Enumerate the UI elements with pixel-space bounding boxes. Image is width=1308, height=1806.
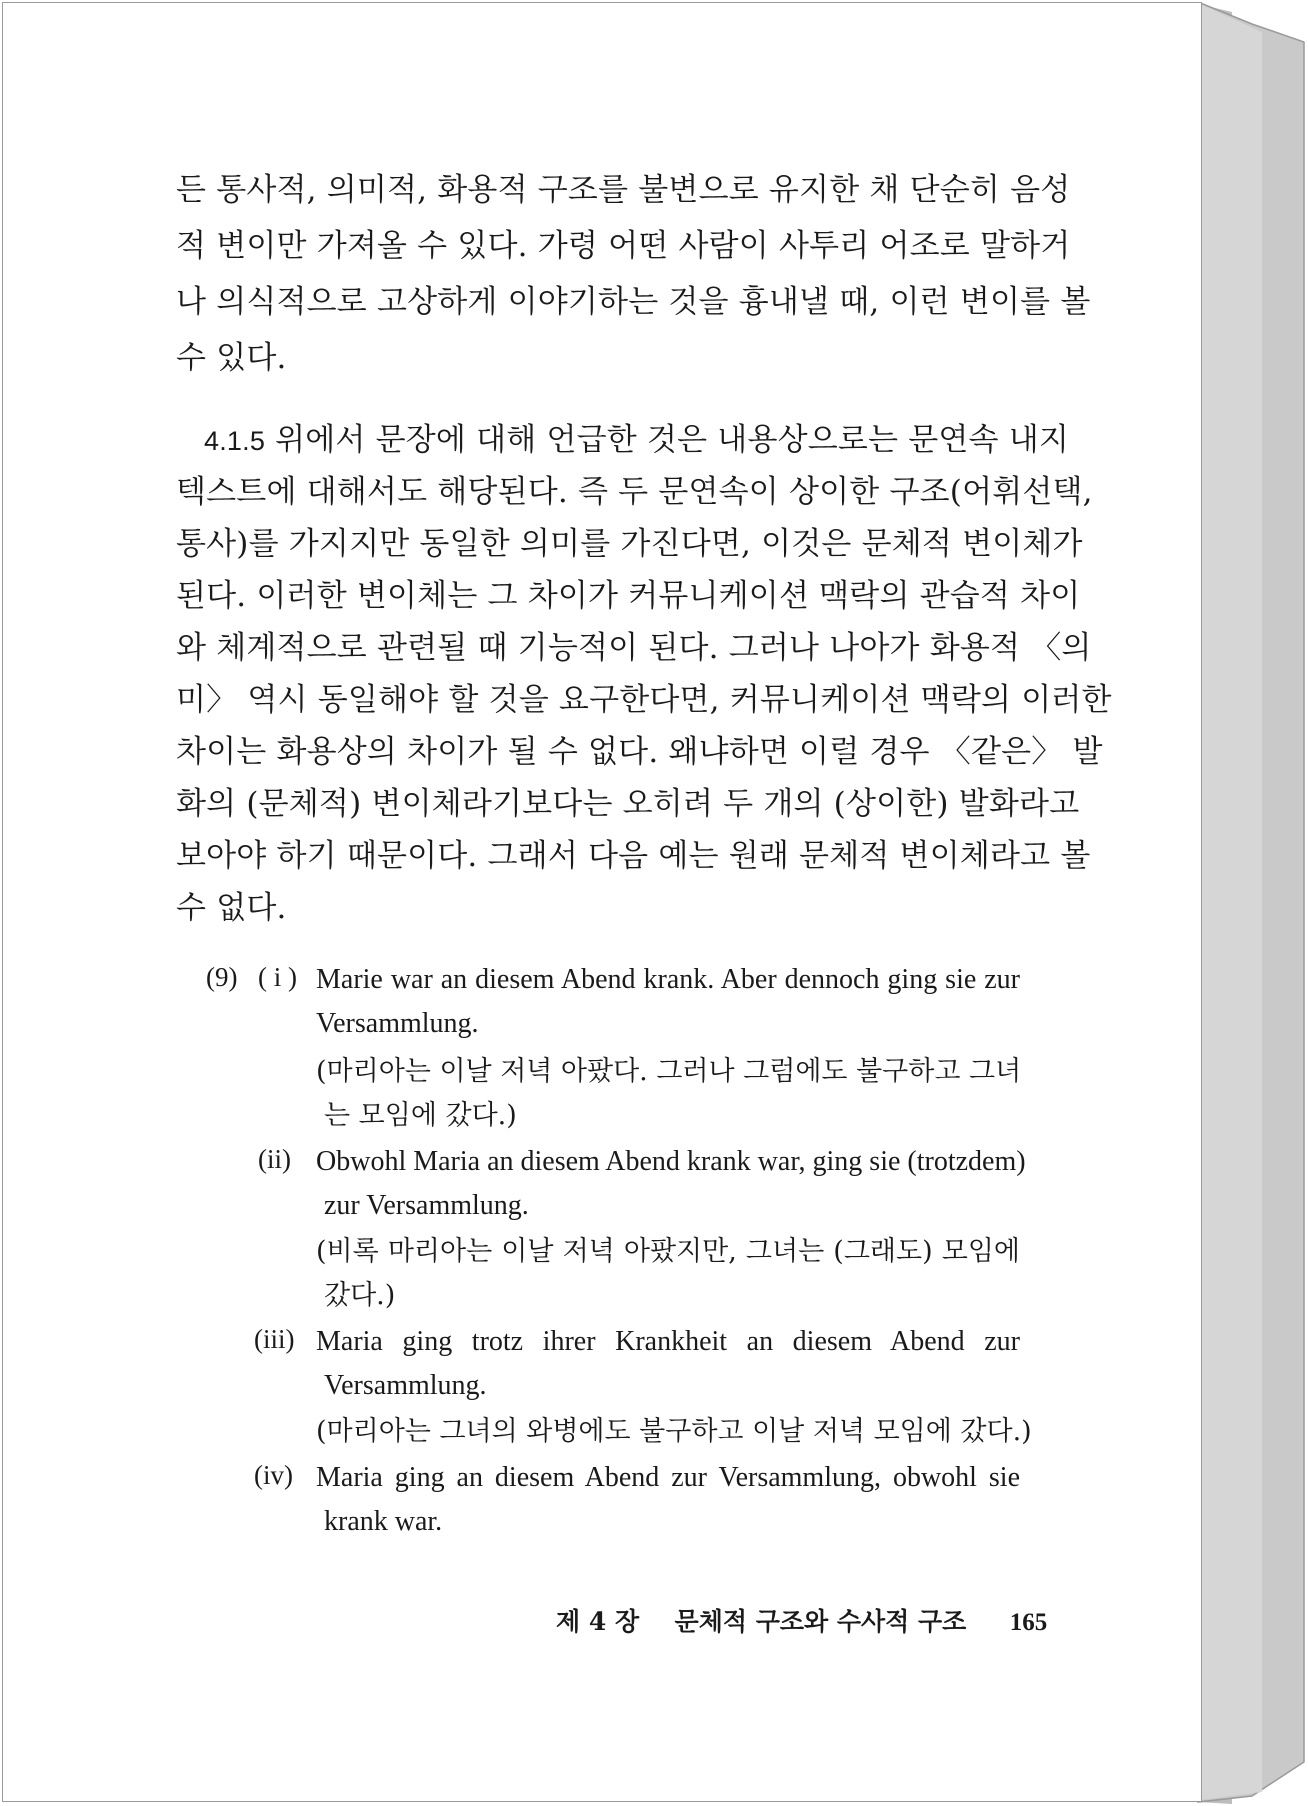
example-number: (9) [206,962,238,992]
paragraph-line: 수 없다. [176,890,287,926]
paragraph-line: 통사)를 가지지만 동일한 의미를 가진다면, 이것은 문체적 변이체가 [176,526,1083,562]
example-label: (iv) [254,1460,293,1490]
example-german-line: Maria ging trotz ihrer Krankheit an diesem Abend zur [316,1326,1020,1357]
paragraph-line: 텍스트에 대해서도 해당된다. 즉 두 문연속이 상이한 구조(어휘선택, [176,474,1093,510]
section-number: 4.1.5 [204,426,266,456]
example-german-line: Maria ging an diesem Abend zur Versammlung, obwohl sie [316,1462,1020,1493]
example-german-line: Marie war an diesem Abend krank. Aber dennoch ging sie zur [316,964,1020,995]
paragraph-line: 된다. 이러한 변이체는 그 차이가 커뮤니케이션 맥락의 관습적 차이 [176,578,1081,614]
example-german-line: Versammlung. [324,1370,487,1401]
example-korean-line: (마리아는 이날 저녁 아팠다. 그러나 그럼에도 불구하고 그녀 [316,1056,1022,1087]
paragraph-line: 차이는 화용상의 차이가 될 수 없다. 왜냐하면 이럴 경우 〈같은〉 발 [176,734,1103,770]
paragraph-line: 보아야 하기 때문이다. 그래서 다음 예는 원래 문체적 변이체라고 볼 [176,838,1091,874]
paragraph-line: 적 변이만 가져올 수 있다. 가령 어떤 사람이 사투리 어조로 말하거 [176,228,1071,264]
example-label: ( i ) [258,962,297,992]
paragraph-line: 와 체계적으로 관련될 때 기능적이 된다. 그러나 나아가 화용적 〈의 [176,630,1092,666]
example-german-line: Obwohl Maria an diesem Abend krank war, ging sie (trotzdem) [316,1146,1026,1177]
paragraph-line: 나 의식적으로 고상하게 이야기하는 것을 흉내낼 때, 이런 변이를 볼 [176,284,1091,320]
paragraph-line: 수 있다. [176,340,287,376]
example-korean-line: (마리아는 그녀의 와병에도 불구하고 이날 저녁 모임에 갔다.) [316,1416,1032,1447]
example-korean-line: 갔다.) [324,1280,396,1311]
paragraph-line: 화의 (문체적) 변이체라기보다는 오히려 두 개의 (상이한) 발화라고 [176,786,1080,822]
example-korean-line: 는 모임에 갔다.) [324,1100,517,1131]
example-label: (ii) [258,1144,291,1174]
example-korean-line: (비록 마리아는 이날 저녁 아팠지만, 그녀는 (그래도) 모임에 [316,1236,1020,1267]
example-german-line: Versammlung. [316,1008,479,1039]
example-german-line: zur Versammlung. [324,1190,529,1221]
paragraph-line: 든 통사적, 의미적, 화용적 구조를 불변으로 유지한 채 단순히 음성 [176,172,1071,208]
paragraph-line-text: 위에서 문장에 대해 언급한 것은 내용상으로는 문연속 내지 [275,422,1070,458]
chapter-label: 제 4 장 [556,1607,640,1636]
example-german-line: krank war. [324,1506,443,1537]
chapter-title: 문체적 구조와 수사적 구조 [674,1607,967,1636]
paragraph-line: 미〉 역시 동일해야 할 것을 요구한다면, 커뮤니케이션 맥락의 이러한 [176,682,1112,718]
example-label: (iii) [254,1324,295,1354]
page-number: 165 [1009,1609,1048,1636]
page-footer [556,1602,1048,1638]
paragraph-first-line [204,420,1070,461]
